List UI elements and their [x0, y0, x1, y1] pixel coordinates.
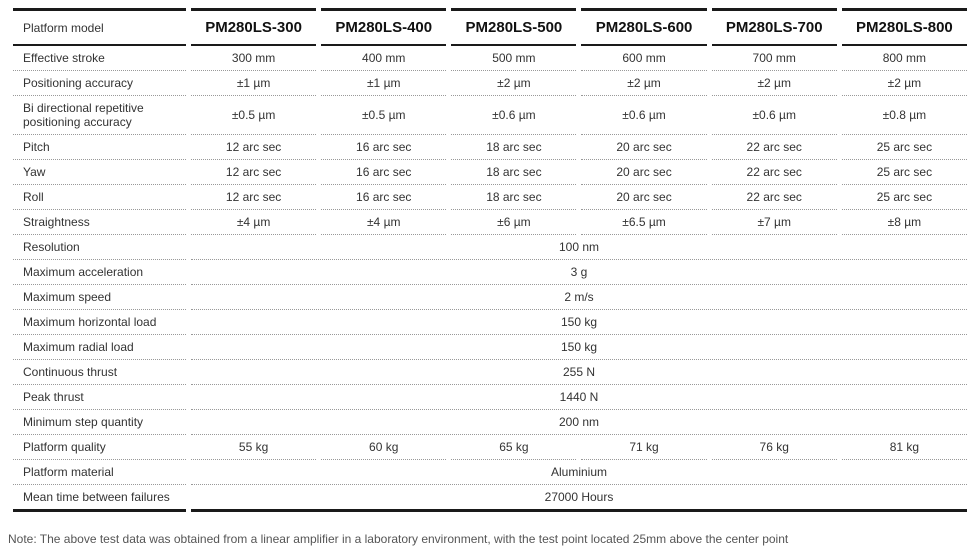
cell-value: 16 arc sec — [321, 185, 446, 210]
cell-value: ±2 µm — [451, 71, 576, 96]
row-value-span: 150 kg — [191, 310, 967, 335]
cell-value: ±0.6 µm — [712, 96, 837, 135]
cell-value: 12 arc sec — [191, 160, 316, 185]
platform-model-header: Platform model — [13, 8, 186, 46]
table-row — [13, 185, 967, 210]
cell-value: 20 arc sec — [581, 135, 706, 160]
table-row — [13, 410, 967, 435]
column-header-pm280ls-400: PM280LS-400 — [321, 8, 446, 46]
row-value-span: 27000 Hours — [191, 485, 967, 512]
table-row — [13, 435, 967, 460]
cell-value: ±7 µm — [712, 210, 837, 235]
row-label: Straightness — [13, 210, 186, 235]
cell-value: 65 kg — [451, 435, 576, 460]
spec-table — [8, 8, 972, 512]
table-row — [13, 310, 967, 335]
row-value-span: 255 N — [191, 360, 967, 385]
cell-value: 18 arc sec — [451, 185, 576, 210]
table-row — [13, 285, 967, 310]
cell-value: 16 arc sec — [321, 135, 446, 160]
table-row — [13, 460, 967, 485]
column-header-pm280ls-300: PM280LS-300 — [191, 8, 316, 46]
row-label: Minimum step quantity — [13, 410, 186, 435]
row-label: Positioning accuracy — [13, 71, 186, 96]
table-row — [13, 96, 967, 135]
cell-value: 71 kg — [581, 435, 706, 460]
row-value-span: 2 m/s — [191, 285, 967, 310]
footnote: Note: The above test data was obtained from a linear amplifier in a laboratory environment, with the test point located 25mm above the center point — [8, 532, 789, 546]
row-label: Resolution — [13, 235, 186, 260]
row-value-span: 150 kg — [191, 335, 967, 360]
cell-value: ±0.5 µm — [321, 96, 446, 135]
cell-value: 22 arc sec — [712, 160, 837, 185]
cell-value: 700 mm — [712, 46, 837, 71]
cell-value: 12 arc sec — [191, 185, 316, 210]
table-row — [13, 360, 967, 385]
column-header-pm280ls-500: PM280LS-500 — [451, 8, 576, 46]
cell-value: 400 mm — [321, 46, 446, 71]
cell-value: ±8 µm — [842, 210, 967, 235]
table-row — [13, 71, 967, 96]
cell-value: ±6 µm — [451, 210, 576, 235]
cell-value: 16 arc sec — [321, 160, 446, 185]
header-row — [13, 8, 967, 46]
table-row — [13, 485, 967, 512]
cell-value: 25 arc sec — [842, 135, 967, 160]
row-value-span: 3 g — [191, 260, 967, 285]
table-row — [13, 335, 967, 360]
row-value-span: Aluminium — [191, 460, 967, 485]
cell-value: ±0.6 µm — [451, 96, 576, 135]
cell-value: 55 kg — [191, 435, 316, 460]
row-label: Maximum horizontal load — [13, 310, 186, 335]
cell-value: ±2 µm — [842, 71, 967, 96]
column-header-pm280ls-600: PM280LS-600 — [581, 8, 706, 46]
cell-value: 18 arc sec — [451, 160, 576, 185]
cell-value: 300 mm — [191, 46, 316, 71]
column-header-pm280ls-700: PM280LS-700 — [712, 8, 837, 46]
table-row — [13, 235, 967, 260]
cell-value: ±4 µm — [191, 210, 316, 235]
cell-value: ±0.5 µm — [191, 96, 316, 135]
table-row — [13, 160, 967, 185]
row-label: Bi directional repetitive positioning accuracy — [13, 96, 186, 135]
cell-value: ±4 µm — [321, 210, 446, 235]
cell-value: ±6.5 µm — [581, 210, 706, 235]
row-label: Platform quality — [13, 435, 186, 460]
row-label: Peak thrust — [13, 385, 186, 410]
cell-value: 600 mm — [581, 46, 706, 71]
row-label: Continuous thrust — [13, 360, 186, 385]
cell-value: 20 arc sec — [581, 185, 706, 210]
row-label: Roll — [13, 185, 186, 210]
cell-value: 60 kg — [321, 435, 446, 460]
cell-value: 81 kg — [842, 435, 967, 460]
table-row — [13, 46, 967, 71]
cell-value: 20 arc sec — [581, 160, 706, 185]
row-label: Maximum acceleration — [13, 260, 186, 285]
table-row — [13, 210, 967, 235]
cell-value: ±1 µm — [191, 71, 316, 96]
cell-value: 22 arc sec — [712, 185, 837, 210]
cell-value: 76 kg — [712, 435, 837, 460]
cell-value: 800 mm — [842, 46, 967, 71]
cell-value: 25 arc sec — [842, 185, 967, 210]
row-value-span: 100 nm — [191, 235, 967, 260]
cell-value: 12 arc sec — [191, 135, 316, 160]
row-label: Effective stroke — [13, 46, 186, 71]
cell-value: 500 mm — [451, 46, 576, 71]
cell-value: 25 arc sec — [842, 160, 967, 185]
row-label: Pitch — [13, 135, 186, 160]
row-label: Maximum radial load — [13, 335, 186, 360]
table-row — [13, 135, 967, 160]
cell-value: 18 arc sec — [451, 135, 576, 160]
cell-value: ±1 µm — [321, 71, 446, 96]
cell-value: 22 arc sec — [712, 135, 837, 160]
row-label: Yaw — [13, 160, 186, 185]
cell-value: ±0.8 µm — [842, 96, 967, 135]
row-label: Maximum speed — [13, 285, 186, 310]
table-row — [13, 260, 967, 285]
row-label: Mean time between failures — [13, 485, 186, 512]
cell-value: ±0.6 µm — [581, 96, 706, 135]
row-value-span: 200 nm — [191, 410, 967, 435]
row-value-span: 1440 N — [191, 385, 967, 410]
row-label: Platform material — [13, 460, 186, 485]
table-row — [13, 385, 967, 410]
cell-value: ±2 µm — [581, 71, 706, 96]
column-header-pm280ls-800: PM280LS-800 — [842, 8, 967, 46]
cell-value: ±2 µm — [712, 71, 837, 96]
